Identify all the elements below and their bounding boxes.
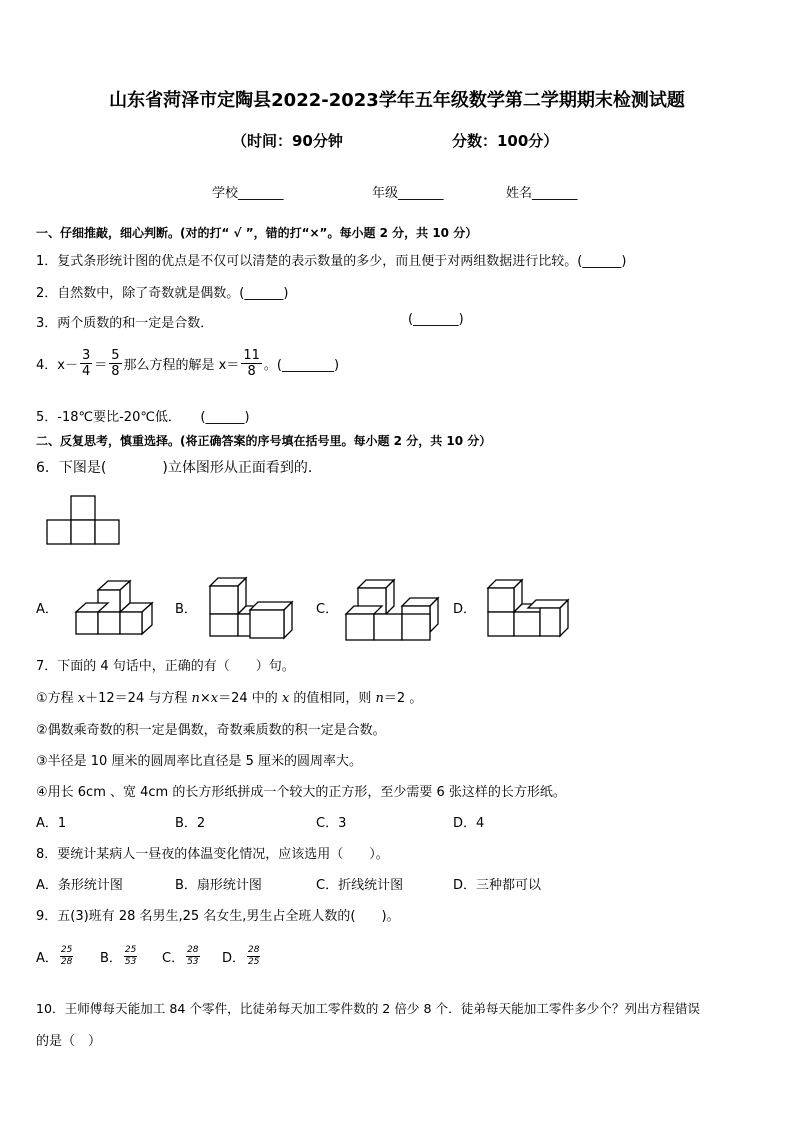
q7-statement-3: ③半径是 10 厘米的圆周率比直径是 5 厘米的圆周率大。 bbox=[36, 754, 362, 769]
q7-option-b: B．2 bbox=[175, 816, 206, 831]
q9-option-label: C． bbox=[162, 951, 185, 966]
q4-f1-numerator: 3 bbox=[81, 348, 91, 363]
q4-mid: 那么方程的解是 x＝ bbox=[123, 358, 240, 373]
q7-s1-var: x bbox=[77, 691, 86, 706]
q8-option-b: B．扇形统计图 bbox=[175, 878, 262, 893]
section2-heading: 二、反复思考，慎重选择。(将正确答案的序号填在括号里。每小题 2 分，共 10 分） bbox=[36, 434, 492, 448]
fraction-denominator: 53 bbox=[187, 957, 199, 967]
q9-option-a bbox=[36, 946, 73, 967]
q4-suffix: 。(________) bbox=[263, 358, 340, 373]
fraction-denominator: 25 bbox=[248, 957, 260, 967]
q6-option-a-label: A． bbox=[36, 602, 58, 617]
q9-option-fraction bbox=[60, 946, 73, 967]
q7-statement-2: ②偶数乘奇数的积一定是偶数，奇数乘质数的积一定是合数。 bbox=[36, 723, 386, 738]
grade-field: 年级_______ bbox=[372, 186, 444, 201]
fraction-denominator: 28 bbox=[60, 957, 73, 967]
fraction-numerator: 28 bbox=[248, 945, 260, 955]
q9-option-b bbox=[100, 946, 137, 967]
q6-option-c-label: C． bbox=[316, 602, 339, 617]
q9-option-label: A． bbox=[36, 951, 58, 966]
q4-prefix: 4．x－ bbox=[36, 358, 78, 373]
fraction-denominator: 53 bbox=[124, 957, 137, 967]
q7-s1-part: ＝2 。 bbox=[383, 691, 423, 706]
q7-statement-4: ④用长 6cm 、宽 4cm 的长方形纸拼成一个较大的正方形，至少需要 6 张这样的长方形纸。 bbox=[36, 785, 566, 800]
q8-option-a: A．条形统计图 bbox=[36, 878, 123, 893]
q8-option-c: C．折线统计图 bbox=[316, 878, 404, 893]
q4-f2-numerator: 5 bbox=[111, 348, 120, 363]
question-9: 9．五(3)班有 28 名男生,25 名女生,男生占全班人数的( )。 bbox=[36, 909, 400, 924]
q7-option-c: C．3 bbox=[316, 816, 347, 831]
option-d-cube-figure bbox=[484, 578, 580, 640]
q4-f2-denominator: 8 bbox=[111, 364, 120, 379]
question-5: 5．-18℃要比-20℃低． (______) bbox=[36, 410, 250, 425]
q9-option-fraction bbox=[186, 946, 199, 967]
q7-s1-part: ＋12＝24 与方程 bbox=[85, 691, 192, 706]
q7-s1-var: x bbox=[281, 691, 290, 706]
q4-fraction-1 bbox=[80, 349, 92, 378]
question-10-line-1: 10．王师傅每天能加工 84 个零件，比徒弟每天加工零件数的 2 倍少 8 个．徒弟每天能加工零件多少个？列出方程错误 bbox=[36, 1001, 701, 1016]
page-title: 山东省菏泽市定陶县2022-2023学年五年级数学第二学期期末检测试题 bbox=[109, 90, 685, 111]
question-8: 8．要统计某病人一昼夜的体温变化情况，应该选用（ ）。 bbox=[36, 847, 389, 862]
exam-score: 分数：100分） bbox=[452, 132, 559, 150]
q4-fraction-2 bbox=[109, 349, 121, 378]
question-3-blank: (_______) bbox=[408, 312, 464, 327]
q7-option-a: A．1 bbox=[36, 816, 67, 831]
question-10-line-2: 的是（ ） bbox=[36, 1034, 102, 1049]
option-b-cube-figure bbox=[204, 576, 300, 640]
question-6: 6．下图是( )立体图形从正面看到的． bbox=[36, 460, 322, 476]
q9-option-fraction bbox=[247, 946, 260, 967]
q9-option-c bbox=[162, 946, 200, 967]
q7-s1-part: ①方程 bbox=[36, 691, 78, 706]
q4-equals: ＝ bbox=[94, 358, 108, 373]
question-7: 7．下面的 4 句话中，正确的有（ ）句。 bbox=[36, 659, 295, 674]
q7-statement-1 bbox=[36, 687, 422, 706]
name-field: 姓名_______ bbox=[506, 186, 578, 201]
q9-option-d bbox=[222, 946, 260, 967]
option-a-cube-figure bbox=[68, 572, 164, 638]
front-view-figure bbox=[46, 494, 126, 548]
q4-f1-denominator: 4 bbox=[81, 364, 91, 379]
fraction-numerator: 25 bbox=[124, 945, 137, 955]
question-2: 2．自然数中，除了奇数就是偶数。(______) bbox=[36, 286, 289, 301]
q8-option-d: D．三种都可以 bbox=[453, 878, 542, 893]
question-4 bbox=[36, 349, 339, 378]
q7-option-d: D．4 bbox=[453, 816, 485, 831]
q7-s1-part: × bbox=[199, 691, 211, 706]
question-1: 1．复式条形统计图的优点是不仅可以清楚的表示数量的多少，而且便于对两组数据进行比较。(______) bbox=[36, 254, 627, 269]
exam-time: （时间：90分钟 bbox=[232, 132, 343, 150]
q6-option-b-label: B． bbox=[175, 602, 197, 617]
option-c-cube-figure bbox=[342, 576, 446, 642]
q4-f3-numerator: 11 bbox=[243, 348, 260, 363]
section1-heading: 一、仔细推敲，细心判断。(对的打“ √ ”，错的打“×”。每小题 2 分，共 10 分） bbox=[36, 226, 478, 240]
fraction-numerator: 25 bbox=[60, 945, 73, 955]
q9-option-fraction bbox=[124, 946, 137, 967]
q7-s1-var: x bbox=[210, 691, 219, 706]
question-3: 3．两个质数的和一定是合数． bbox=[36, 316, 214, 331]
q7-s1-part: ＝24 中的 bbox=[218, 691, 282, 706]
school-field: 学校_______ bbox=[212, 186, 284, 201]
q7-s1-var: n bbox=[191, 691, 200, 706]
q4-f3-denominator: 8 bbox=[247, 364, 256, 379]
q9-option-label: D． bbox=[222, 951, 246, 966]
q9-option-label: B． bbox=[100, 951, 122, 966]
q4-fraction-3 bbox=[241, 349, 262, 378]
q7-s1-part: 的值相同，则 bbox=[289, 691, 376, 706]
q6-option-d-label: D． bbox=[453, 602, 477, 617]
fraction-numerator: 28 bbox=[187, 945, 199, 955]
q7-s1-var: n bbox=[375, 691, 384, 706]
